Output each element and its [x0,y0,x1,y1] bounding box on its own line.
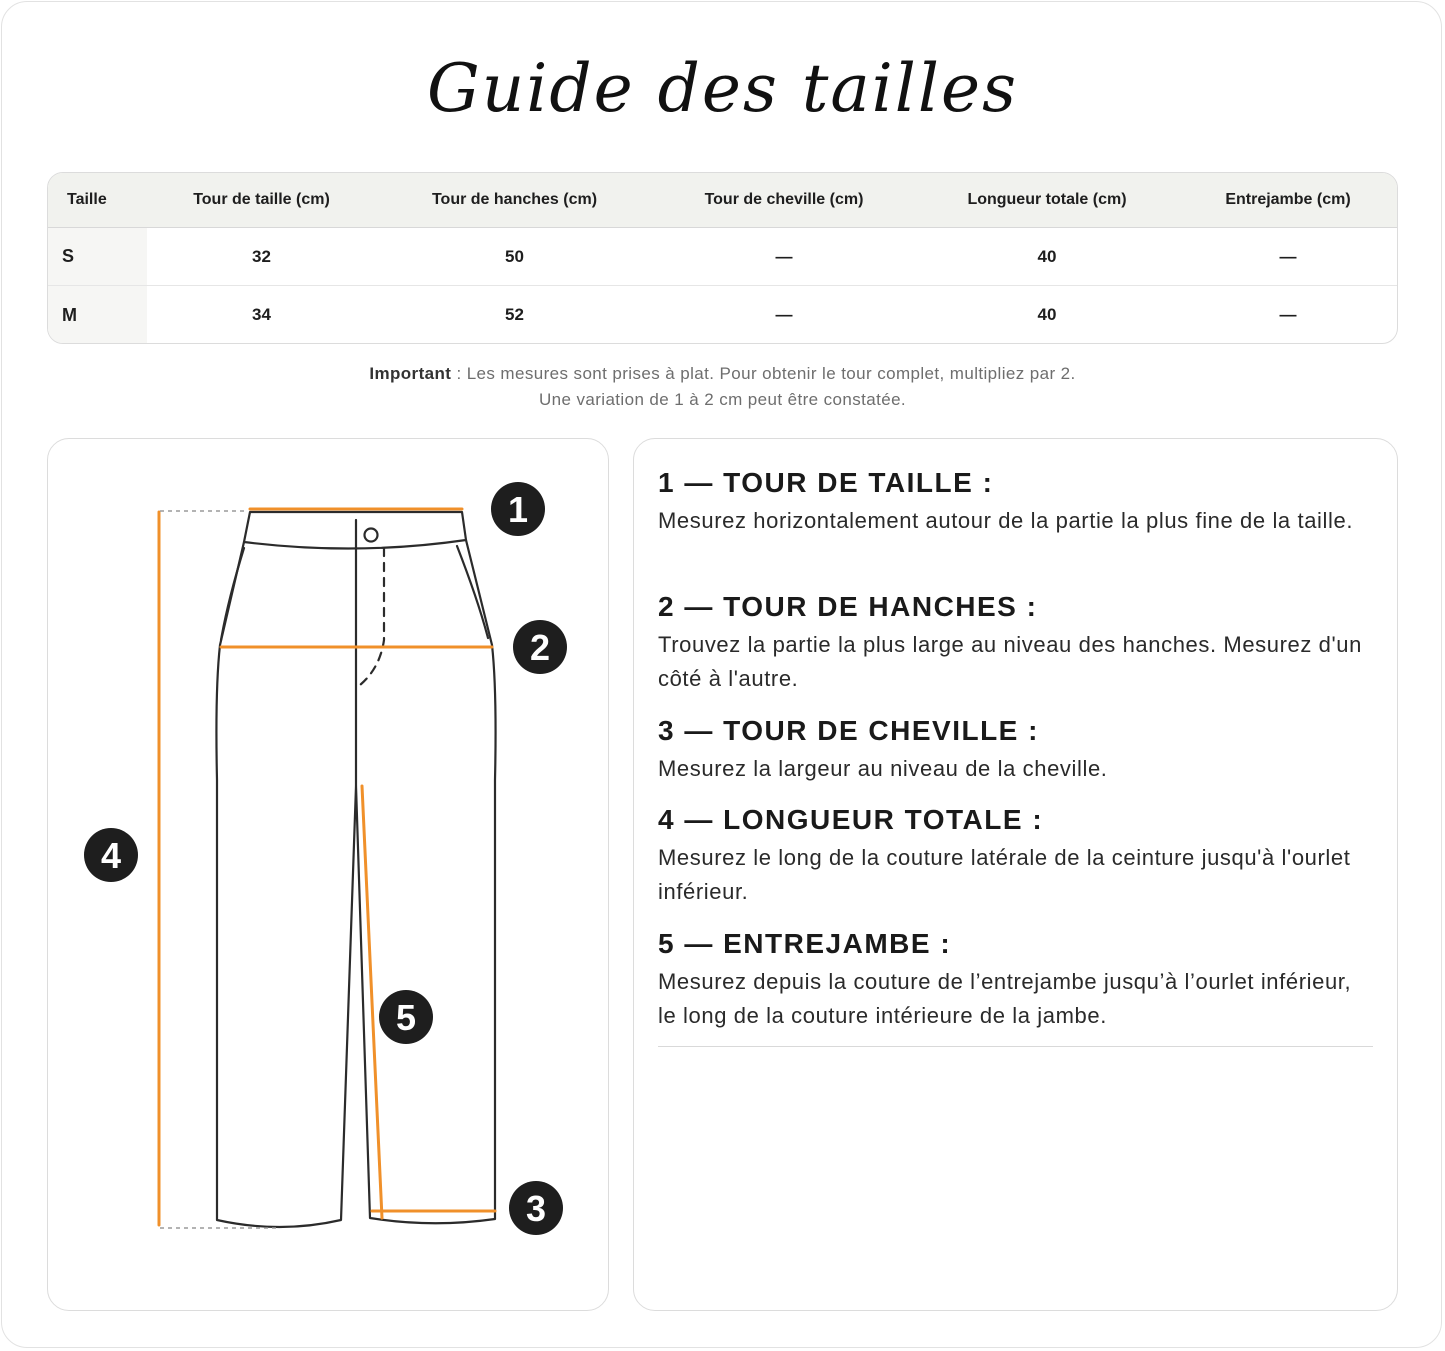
table-cell: — [775,305,793,324]
divider [658,1046,1373,1047]
header-cell: Entrejambe (cm) [1225,191,1351,208]
section-title: 5 — ENTREJAMBE : [658,928,952,959]
marker-label: 3 [525,1188,547,1229]
table-cell: 40 [1037,305,1057,324]
table-cell: 52 [505,305,524,324]
marker-label: 1 [507,489,529,530]
pants-outline [216,512,495,1227]
section-length [658,803,1373,909]
pants-diagram [0,0,640,1320]
section-hips [658,590,1373,696]
header-cell: Tour de hanches (cm) [431,191,598,208]
marker-4-icon [84,828,138,882]
important-label: Important [369,364,452,383]
table-cell: S [48,228,147,285]
section-body: Mesurez le long de la couture latérale de la ceinture jusqu'à l'ourlet inférieur. [658,845,1351,904]
marker-label: 5 [395,997,417,1038]
section-body: Mesurez depuis la couture de l’entrejambe jusqu’à l’ourlet inférieur, le long de la couture intérieure de la jambe. [658,969,1352,1028]
section-inseam [658,927,1373,1033]
section-body: Mesurez horizontalement autour de la partie la plus fine de la taille. [658,508,1354,533]
section-title: 1 — TOUR DE TAILLE : [658,467,994,498]
marker-5-icon [379,990,433,1044]
marker-label: 2 [529,627,551,668]
section-body: Mesurez la largeur au niveau de la cheville. [658,756,1108,781]
table-cell: — [775,246,793,266]
header-cell: Longueur totale (cm) [967,191,1127,208]
table-cell: 50 [505,246,524,266]
page-title: Guide des tailles [427,50,1018,127]
guide-dashes [160,511,280,1228]
section-ankle [658,714,1373,786]
table-cell: — [1279,305,1297,324]
marker-3-icon [509,1181,563,1235]
table-cell: 34 [252,305,271,324]
section-body: Trouvez la partie la plus large au niveau des hanches. Mesurez d'un côté à l'autre. [658,632,1362,691]
marker-2-icon [513,620,567,674]
table-cell: 32 [252,246,271,266]
header-cell: Tour de taille (cm) [193,191,330,208]
marker-label: 4 [100,835,122,876]
section-title: 2 — TOUR DE HANCHES : [658,591,1038,622]
header-cell: Taille [67,191,107,208]
header-cell: Tour de cheville (cm) [704,191,864,208]
section-title: 4 — LONGUEUR TOTALE : [658,804,1044,835]
variation-note: Une variation de 1 à 2 cm peut être constatée. [538,390,907,409]
measure-lines [159,509,495,1225]
marker-1-icon [491,482,545,536]
table-cell: M [48,286,147,344]
important-text: : Les mesures sont prises à plat. Pour obtenir le tour complet, multipliez par 2. [456,364,1076,383]
inseam-line [362,786,382,1218]
section-waist [658,466,1373,538]
section-title: 3 — TOUR DE CHEVILLE : [658,715,1039,746]
table-cell: — [1279,246,1297,266]
table-cell: 40 [1037,246,1057,266]
